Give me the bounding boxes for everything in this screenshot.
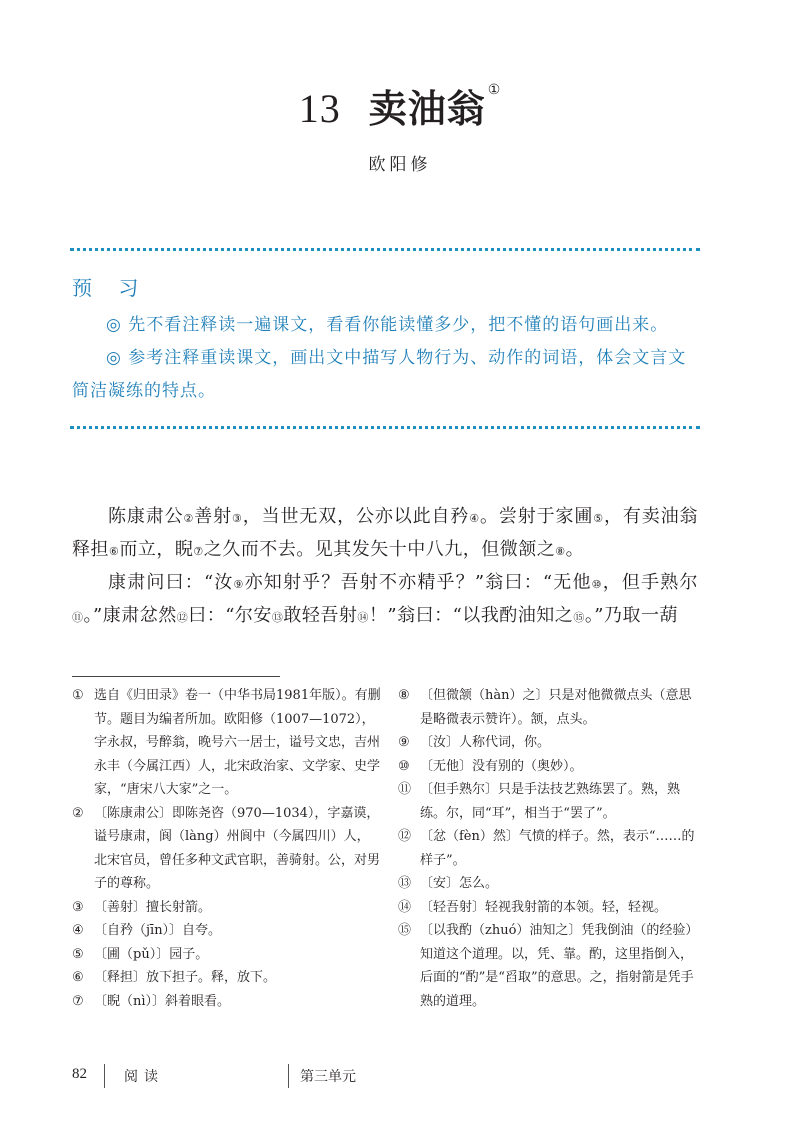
footnote bbox=[398, 731, 703, 755]
preview-heading: 预 习 bbox=[72, 276, 149, 300]
footnote bbox=[398, 919, 703, 1013]
note-ref: ⑨ bbox=[233, 578, 245, 591]
footnote-mark: ⑩ bbox=[398, 758, 410, 774]
footnote-mark: ⑥ bbox=[72, 970, 84, 985]
body-paragraph-1 bbox=[72, 500, 698, 566]
footnote-mark: ⑫ bbox=[398, 829, 412, 844]
footnote-text: 选自《归田录》卷一（中华书局1981年版）。有删节。题目为编者所加。欧阳修（1007—1072），字永叔，号醉翁，晚号六一居士，谥号文忠，吉州永丰（今属江西）人，北宋政治家、文学家、史学家，“唐宋八大家”之一。 bbox=[94, 688, 381, 797]
footnote-mark: ⑧ bbox=[398, 688, 410, 703]
footer-divider bbox=[288, 1064, 289, 1088]
footnote bbox=[72, 919, 382, 943]
footnote-text: 〔睨（nì）〕斜着眼看。 bbox=[94, 993, 231, 1009]
body-paragraph-2 bbox=[72, 566, 698, 632]
title-note-mark: ① bbox=[487, 82, 502, 98]
footnote-mark: ⑬ bbox=[398, 876, 412, 891]
footnote-text: 〔无他〕没有别的（奥妙）。 bbox=[420, 758, 583, 774]
note-ref: ⑤ bbox=[593, 512, 604, 525]
footnote-text: 〔但手熟尔〕只是手法技艺熟练罢了。熟，熟练。尔，同“耳”，相当于“罢了”。 bbox=[420, 782, 681, 821]
footnote bbox=[72, 990, 382, 1014]
footer-divider bbox=[104, 1064, 105, 1088]
preview-bottom-divider bbox=[70, 426, 700, 429]
text-run: 陈康肃公 bbox=[108, 506, 184, 527]
text-run: 。 bbox=[565, 539, 585, 560]
footnote bbox=[398, 872, 703, 896]
footnote-text: 〔释担〕放下担子。释，放下。 bbox=[94, 970, 277, 985]
author: 欧阳修 bbox=[368, 155, 432, 175]
note-ref: ⑭ bbox=[357, 611, 369, 624]
footnote-mark: ⑪ bbox=[398, 782, 412, 797]
text-run: 之久而不去。见其发矢十中八九，但微颔之 bbox=[203, 539, 556, 560]
text-run: 。”康肃忿然 bbox=[83, 605, 177, 626]
footnote bbox=[398, 778, 703, 825]
footnote-mark: ② bbox=[72, 805, 84, 821]
footnote-text: 〔安〕怎么。 bbox=[420, 876, 499, 891]
note-ref: ⑦ bbox=[193, 545, 204, 558]
footnote-text: 〔陈康肃公〕即陈尧咨（970—1034），字嘉谟，谥号康肃，阆（làng）州阆中（今属四川）人，北宋官员，曾任多种文武官职，善骑射。公，对男子的尊称。 bbox=[94, 805, 381, 891]
footnote-mark: ⑤ bbox=[72, 946, 84, 962]
footnote bbox=[72, 896, 382, 920]
footnote-text: 〔自矜（jīn）〕自夸。 bbox=[94, 923, 222, 938]
note-ref: ⑥ bbox=[109, 545, 120, 558]
footnote-mark: ⑭ bbox=[398, 899, 412, 915]
preview-item-1: ◎ 先不看注释读一遍课文，看看你能读懂多少，把不懂的语句画出来。 bbox=[106, 315, 669, 335]
page-number: 82 bbox=[72, 1066, 87, 1082]
footnotes-right-column bbox=[398, 684, 703, 1013]
note-ref: ⑩ bbox=[591, 578, 603, 591]
footnote-text: 〔以我酌（zhuó）油知之〕凭我倒油（的经验）知道这个道理。以，凭、靠。酌，这里指倒入，后面的“酌”是“舀取”的意思。之，指射箭是凭手熟的道理。 bbox=[420, 923, 699, 1009]
lesson-name: 卖油翁 bbox=[368, 86, 486, 131]
footnote-divider bbox=[72, 676, 280, 677]
footnote bbox=[398, 684, 703, 731]
note-ref: ⑫ bbox=[176, 611, 189, 624]
text-run: 。尝射于家圃 bbox=[480, 506, 594, 527]
text-run: 而立，睨 bbox=[119, 539, 194, 560]
preview-top-divider bbox=[70, 248, 700, 251]
text-run: ！”翁曰：“以我酌油知之 bbox=[368, 605, 574, 626]
note-ref: ⑪ bbox=[72, 611, 84, 624]
footnote-text: 〔轻吾射〕轻视我射箭的本领。轻，轻视。 bbox=[420, 899, 668, 915]
footnote-mark: ⑨ bbox=[398, 735, 410, 750]
note-ref: ⑬ bbox=[271, 611, 284, 624]
lesson-title bbox=[0, 78, 800, 133]
footnote bbox=[72, 684, 382, 802]
lesson-number: 13 bbox=[298, 86, 341, 131]
section-label: 阅读 bbox=[124, 1069, 164, 1085]
text-run: 。”乃取一葫 bbox=[584, 605, 679, 626]
note-ref: ③ bbox=[232, 512, 243, 525]
footnote-mark: ⑮ bbox=[398, 923, 412, 938]
footnote-mark: ⑦ bbox=[72, 993, 84, 1009]
note-ref: ⑧ bbox=[555, 545, 566, 558]
footnote bbox=[72, 966, 382, 990]
footnote-mark: ④ bbox=[72, 923, 84, 938]
footnote-text: 〔善射〕擅长射箭。 bbox=[94, 899, 212, 915]
text-run: 善射 bbox=[194, 506, 232, 527]
text-run: 敢轻吾射 bbox=[283, 605, 358, 626]
footnote-text: 〔但微颔（hàn）之〕只是对他微微点头（意思是略微表示赞许）。颔，点头。 bbox=[420, 688, 692, 727]
note-ref: ⑮ bbox=[573, 611, 585, 624]
note-ref: ② bbox=[183, 512, 195, 525]
text-run: ，有卖油翁释担 bbox=[72, 506, 698, 560]
footnotes-left-column bbox=[72, 684, 382, 1013]
text-run: ，当世无双，公亦以此自矜 bbox=[242, 506, 470, 527]
footnote bbox=[398, 755, 703, 779]
footnote bbox=[398, 825, 703, 872]
text-run: 曰：“尔安 bbox=[188, 605, 272, 626]
footnote-mark: ① bbox=[72, 688, 84, 703]
footnote bbox=[72, 802, 382, 896]
preview-item-2: ◎ 参考注释重读课文，画出文中描写人物行为、动作的词语，体会文言文简洁凝练的特点。 bbox=[72, 348, 687, 401]
footnote-text: 〔忿（fèn）然〕气愤的样子。然，表示“……的样子”。 bbox=[420, 829, 695, 868]
footnote-mark: ③ bbox=[72, 899, 84, 915]
text-run: ，但手熟尔 bbox=[602, 572, 699, 593]
text-run: 亦知射乎？吾射不亦精乎？”翁曰：“无他 bbox=[244, 572, 592, 593]
text-run: 康肃问曰：“汝 bbox=[108, 572, 234, 593]
footnote-text: 〔汝〕人称代词，你。 bbox=[420, 735, 551, 750]
footnote bbox=[72, 943, 382, 967]
footnote bbox=[398, 896, 703, 920]
note-ref: ④ bbox=[469, 512, 480, 525]
unit-label: 第三单元 bbox=[300, 1069, 356, 1085]
footnote-text: 〔圃（pǔ）〕园子。 bbox=[94, 946, 209, 962]
